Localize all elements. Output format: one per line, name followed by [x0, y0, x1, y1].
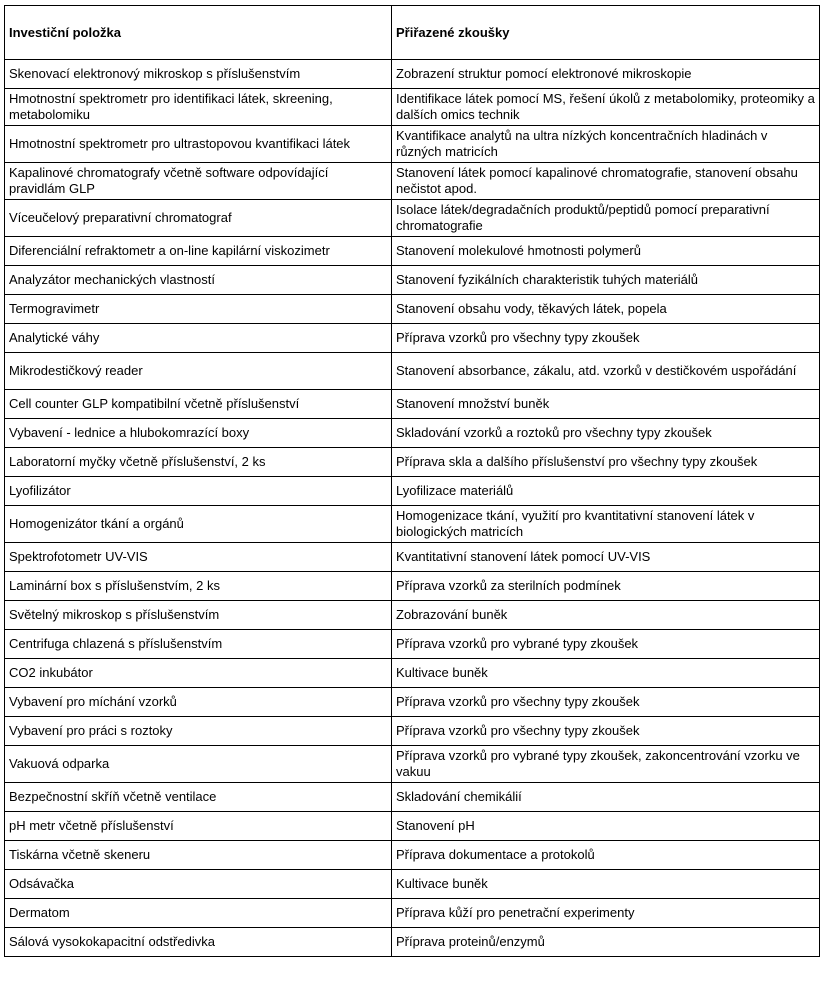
table-row [5, 630, 820, 659]
cell-tests: Příprava skla a dalšího příslušenství pro všechny typy zkoušek [392, 448, 820, 477]
cell-tests: Příprava vzorků pro vybrané typy zkoušek [392, 630, 820, 659]
table-row [5, 659, 820, 688]
cell-item: CO2 inkubátor [5, 659, 392, 688]
cell-tests: Příprava kůží pro penetrační experimenty [392, 899, 820, 928]
table-row [5, 237, 820, 266]
cell-tests: Kvantifikace analytů na ultra nízkých koncentračních hladinách v různých matricích [392, 126, 820, 163]
cell-item: Mikrodestičkový reader [5, 353, 392, 390]
table-row [5, 419, 820, 448]
document-page [4, 5, 820, 957]
table-row [5, 688, 820, 717]
cell-item: Termogravimetr [5, 295, 392, 324]
table-row [5, 390, 820, 419]
table-row [5, 477, 820, 506]
cell-tests: Příprava vzorků za sterilních podmínek [392, 572, 820, 601]
cell-tests: Kultivace buněk [392, 659, 820, 688]
cell-item: Spektrofotometr UV-VIS [5, 543, 392, 572]
cell-item: Bezpečnostní skříň včetně ventilace [5, 783, 392, 812]
cell-tests: Stanovení obsahu vody, těkavých látek, popela [392, 295, 820, 324]
table-row [5, 746, 820, 783]
cell-item: Cell counter GLP kompatibilní včetně příslušenství [5, 390, 392, 419]
cell-item: Kapalinové chromatografy včetně software odpovídající pravidlám GLP [5, 163, 392, 200]
table-row [5, 572, 820, 601]
cell-item: Laminární box s příslušenstvím, 2 ks [5, 572, 392, 601]
cell-item: Centrifuga chlazená s příslušenstvím [5, 630, 392, 659]
cell-tests: Příprava vzorků pro všechny typy zkoušek [392, 717, 820, 746]
table-row [5, 899, 820, 928]
cell-item: Skenovací elektronový mikroskop s příslušenstvím [5, 60, 392, 89]
cell-tests: Stanovení molekulové hmotnosti polymerů [392, 237, 820, 266]
table-row [5, 266, 820, 295]
table-row [5, 601, 820, 630]
cell-tests: Příprava proteinů/enzymů [392, 928, 820, 957]
cell-tests: Stanovení absorbance, zákalu, atd. vzorků v destičkovém uspořádání [392, 353, 820, 390]
cell-tests: Stanovení látek pomocí kapalinové chromatografie, stanovení obsahu nečistot apod. [392, 163, 820, 200]
table-row [5, 200, 820, 237]
cell-item: Homogenizátor tkání a orgánů [5, 506, 392, 543]
cell-item: Analyzátor mechanických vlastností [5, 266, 392, 295]
cell-tests: Zobrazení struktur pomocí elektronové mikroskopie [392, 60, 820, 89]
cell-item: Vakuová odparka [5, 746, 392, 783]
cell-item: Lyofilizátor [5, 477, 392, 506]
cell-item: Tiskárna včetně skeneru [5, 841, 392, 870]
cell-tests: Homogenizace tkání, využití pro kvantitativní stanovení látek v biologických matricích [392, 506, 820, 543]
table-row [5, 506, 820, 543]
cell-item: Vybavení pro práci s roztoky [5, 717, 392, 746]
cell-item: Hmotnostní spektrometr pro ultrastopovou kvantifikaci látek [5, 126, 392, 163]
table-row [5, 126, 820, 163]
cell-item: Dermatom [5, 899, 392, 928]
cell-tests: Lyofilizace materiálů [392, 477, 820, 506]
table-row [5, 928, 820, 957]
table-row [5, 783, 820, 812]
cell-item: pH metr včetně příslušenství [5, 812, 392, 841]
cell-tests: Příprava vzorků pro všechny typy zkoušek [392, 324, 820, 353]
cell-tests: Skladování chemikálií [392, 783, 820, 812]
table-row [5, 812, 820, 841]
cell-tests: Skladování vzorků a roztoků pro všechny typy zkoušek [392, 419, 820, 448]
cell-tests: Stanovení množství buněk [392, 390, 820, 419]
cell-item: Světelný mikroskop s příslušenstvím [5, 601, 392, 630]
table-row [5, 717, 820, 746]
table-row [5, 353, 820, 390]
cell-item: Diferenciální refraktometr a on-line kapilární viskozimetr [5, 237, 392, 266]
cell-tests: Příprava dokumentace a protokolů [392, 841, 820, 870]
table-header-row [5, 6, 820, 60]
cell-item: Hmotnostní spektrometr pro identifikaci látek, skreening, metabolomiku [5, 89, 392, 126]
cell-tests: Příprava vzorků pro vybrané typy zkoušek, zakoncentrování vzorku ve vakuu [392, 746, 820, 783]
cell-tests: Kultivace buněk [392, 870, 820, 899]
table-row [5, 448, 820, 477]
cell-tests: Isolace látek/degradačních produktů/peptidů pomocí preparativní chromatografie [392, 200, 820, 237]
cell-tests: Identifikace látek pomocí MS, řešení úkolů z metabolomiky, proteomiky a dalších omics technik [392, 89, 820, 126]
header-assigned-tests: Přiřazené zkoušky [392, 6, 820, 60]
cell-tests: Stanovení pH [392, 812, 820, 841]
table-row [5, 60, 820, 89]
table-row [5, 870, 820, 899]
cell-tests: Zobrazování buněk [392, 601, 820, 630]
cell-item: Odsávačka [5, 870, 392, 899]
table-row [5, 324, 820, 353]
cell-item: Analytické váhy [5, 324, 392, 353]
investment-table [4, 5, 820, 957]
cell-item: Sálová vysokokapacitní odstředivka [5, 928, 392, 957]
cell-item: Vybavení pro míchání vzorků [5, 688, 392, 717]
cell-tests: Příprava vzorků pro všechny typy zkoušek [392, 688, 820, 717]
table-row [5, 163, 820, 200]
header-investment-item: Investiční položka [5, 6, 392, 60]
cell-item: Laboratorní myčky včetně příslušenství, 2 ks [5, 448, 392, 477]
cell-item: Vybavení - lednice a hlubokomrazící boxy [5, 419, 392, 448]
cell-tests: Kvantitativní stanovení látek pomocí UV-VIS [392, 543, 820, 572]
cell-item: Víceučelový preparativní chromatograf [5, 200, 392, 237]
table-row [5, 543, 820, 572]
table-row [5, 89, 820, 126]
cell-tests: Stanovení fyzikálních charakteristik tuhých materiálů [392, 266, 820, 295]
table-row [5, 841, 820, 870]
table-row [5, 295, 820, 324]
